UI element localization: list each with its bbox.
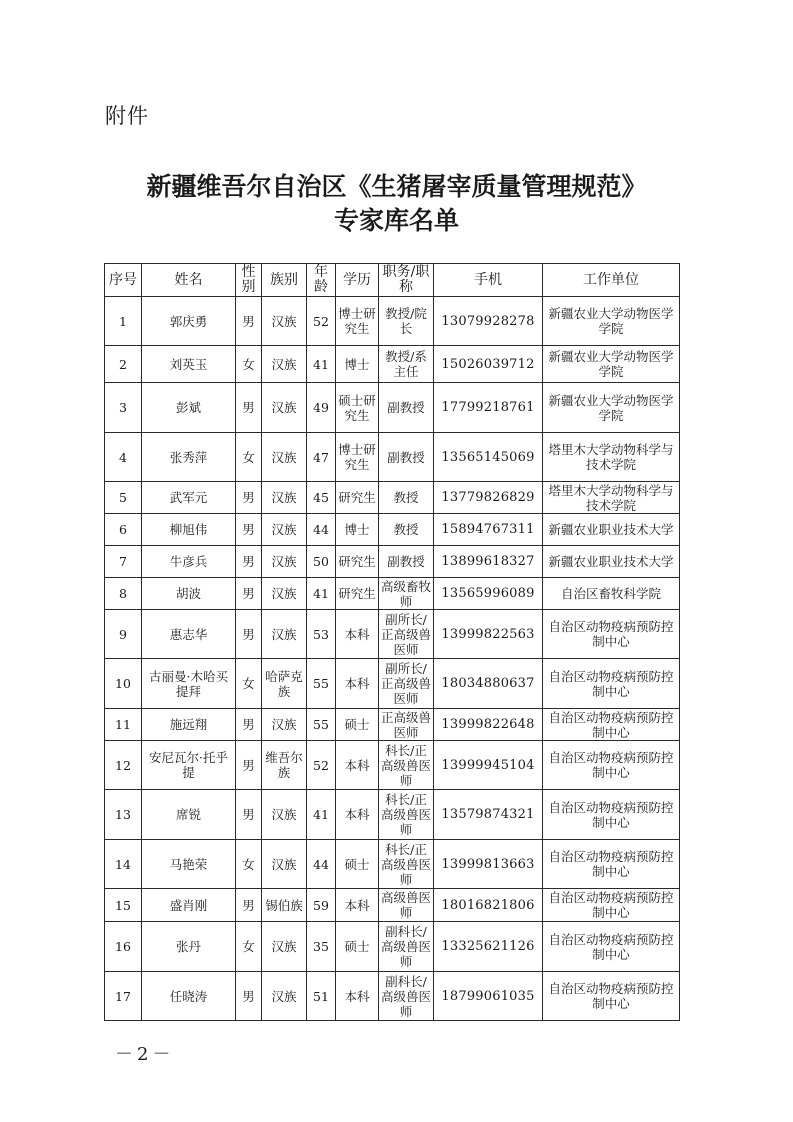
cell-name: 张丹 [142, 922, 236, 972]
cell-age: 44 [307, 840, 336, 889]
cell-education: 博士研究生 [336, 297, 379, 346]
cell-ethnicity: 汉族 [262, 346, 307, 383]
cell-employer: 自治区动物疫病预防控制中心 [543, 972, 680, 1021]
cell-phone: 13565145069 [434, 433, 543, 482]
cell-phone: 18016821806 [434, 889, 543, 922]
cell-name: 郭庆勇 [142, 297, 236, 346]
cell-position: 副科长/高级兽医师 [379, 922, 434, 972]
cell-name: 武军元 [142, 482, 236, 514]
cell-employer: 新疆农业大学动物医学学院 [543, 297, 680, 346]
cell-ethnicity: 维吾尔族 [262, 741, 307, 790]
cell-name: 安尼瓦尔·托乎提 [142, 741, 236, 790]
cell-index: 11 [105, 709, 142, 741]
cell-gender: 男 [236, 889, 262, 922]
cell-education: 本科 [336, 659, 379, 709]
table-row [105, 790, 680, 840]
header-gender: 性别 [236, 264, 262, 297]
cell-position: 教授 [379, 482, 434, 514]
cell-gender: 男 [236, 482, 262, 514]
table-row [105, 482, 680, 514]
cell-education: 博士研究生 [336, 433, 379, 482]
cell-index: 1 [105, 297, 142, 346]
header-age: 年龄 [307, 264, 336, 297]
cell-index: 13 [105, 790, 142, 840]
cell-gender: 男 [236, 578, 262, 610]
table-row [105, 709, 680, 741]
cell-age: 55 [307, 709, 336, 741]
table-row [105, 383, 680, 433]
document-title [80, 170, 713, 238]
attachment-label: 附件 [105, 104, 149, 128]
cell-index: 2 [105, 346, 142, 383]
cell-gender: 女 [236, 659, 262, 709]
header-position: 职务/职称 [379, 264, 434, 297]
cell-education: 博士 [336, 346, 379, 383]
table-row [105, 659, 680, 709]
cell-education: 研究生 [336, 546, 379, 578]
cell-phone: 13999945104 [434, 741, 543, 790]
cell-age: 51 [307, 972, 336, 1021]
cell-position: 副教授 [379, 383, 434, 433]
cell-education: 硕士 [336, 922, 379, 972]
table-row [105, 972, 680, 1021]
cell-gender: 男 [236, 297, 262, 346]
table-row [105, 546, 680, 578]
cell-age: 49 [307, 383, 336, 433]
cell-phone: 13079928278 [434, 297, 543, 346]
cell-position: 高级兽医师 [379, 889, 434, 922]
cell-gender: 男 [236, 383, 262, 433]
cell-gender: 男 [236, 972, 262, 1021]
cell-index: 12 [105, 741, 142, 790]
cell-index: 5 [105, 482, 142, 514]
cell-name: 席锐 [142, 790, 236, 840]
cell-ethnicity: 汉族 [262, 709, 307, 741]
cell-education: 本科 [336, 889, 379, 922]
cell-age: 52 [307, 297, 336, 346]
cell-position: 副所长/正高级兽医师 [379, 610, 434, 659]
cell-ethnicity: 汉族 [262, 482, 307, 514]
header-education: 学历 [336, 264, 379, 297]
cell-employer: 新疆农业职业技术大学 [543, 546, 680, 578]
cell-age: 50 [307, 546, 336, 578]
cell-index: 8 [105, 578, 142, 610]
cell-index: 7 [105, 546, 142, 578]
cell-phone: 15894767311 [434, 514, 543, 546]
cell-position: 教授 [379, 514, 434, 546]
cell-employer: 自治区动物疫病预防控制中心 [543, 659, 680, 709]
cell-name: 张秀萍 [142, 433, 236, 482]
cell-ethnicity: 汉族 [262, 840, 307, 889]
cell-education: 本科 [336, 790, 379, 840]
cell-position: 副教授 [379, 433, 434, 482]
table-row [105, 610, 680, 659]
cell-position: 正高级兽医师 [379, 709, 434, 741]
cell-ethnicity: 汉族 [262, 546, 307, 578]
cell-age: 59 [307, 889, 336, 922]
cell-position: 高级畜牧师 [379, 578, 434, 610]
cell-ethnicity: 汉族 [262, 383, 307, 433]
title-line-1: 新疆维吾尔自治区《生猪屠宰质量管理规范》 [146, 172, 647, 201]
title-line-2: 专家库名单 [333, 206, 459, 235]
table-row [105, 922, 680, 972]
cell-position: 科长/正高级兽医师 [379, 790, 434, 840]
cell-age: 53 [307, 610, 336, 659]
cell-index: 14 [105, 840, 142, 889]
cell-phone: 13999813663 [434, 840, 543, 889]
cell-phone: 18799061035 [434, 972, 543, 1021]
cell-phone: 13779826829 [434, 482, 543, 514]
cell-name: 柳旭伟 [142, 514, 236, 546]
cell-employer: 塔里木大学动物科学与技术学院 [543, 482, 680, 514]
cell-gender: 男 [236, 790, 262, 840]
cell-ethnicity: 汉族 [262, 790, 307, 840]
cell-employer: 新疆农业职业技术大学 [543, 514, 680, 546]
header-employer: 工作单位 [543, 264, 680, 297]
cell-employer: 新疆农业大学动物医学学院 [543, 383, 680, 433]
cell-position: 教授/院长 [379, 297, 434, 346]
expert-table [104, 263, 680, 1021]
cell-education: 博士 [336, 514, 379, 546]
table-row [105, 297, 680, 346]
cell-phone: 17799218761 [434, 383, 543, 433]
cell-phone: 15026039712 [434, 346, 543, 383]
cell-index: 15 [105, 889, 142, 922]
cell-gender: 男 [236, 709, 262, 741]
cell-gender: 男 [236, 741, 262, 790]
cell-gender: 女 [236, 433, 262, 482]
cell-education: 硕士 [336, 709, 379, 741]
table-row [105, 741, 680, 790]
header-index: 序号 [105, 264, 142, 297]
cell-education: 硕士 [336, 840, 379, 889]
cell-ethnicity: 汉族 [262, 433, 307, 482]
cell-age: 55 [307, 659, 336, 709]
cell-ethnicity: 汉族 [262, 578, 307, 610]
table-row [105, 346, 680, 383]
cell-position: 副教授 [379, 546, 434, 578]
cell-employer: 自治区动物疫病预防控制中心 [543, 840, 680, 889]
cell-name: 刘英玉 [142, 346, 236, 383]
cell-position: 科长/正高级兽医师 [379, 840, 434, 889]
cell-employer: 自治区动物疫病预防控制中心 [543, 889, 680, 922]
cell-employer: 自治区动物疫病预防控制中心 [543, 709, 680, 741]
cell-ethnicity: 汉族 [262, 972, 307, 1021]
cell-index: 6 [105, 514, 142, 546]
header-ethnicity: 族别 [262, 264, 307, 297]
cell-name: 惠志华 [142, 610, 236, 659]
cell-age: 45 [307, 482, 336, 514]
cell-gender: 男 [236, 514, 262, 546]
cell-name: 彭斌 [142, 383, 236, 433]
cell-phone: 13325621126 [434, 922, 543, 972]
cell-position: 副所长/正高级兽医师 [379, 659, 434, 709]
cell-education: 研究生 [336, 482, 379, 514]
cell-position: 科长/正高级兽医师 [379, 741, 434, 790]
cell-name: 马艳荣 [142, 840, 236, 889]
cell-position: 副科长/高级兽医师 [379, 972, 434, 1021]
table-row [105, 514, 680, 546]
cell-phone: 13579874321 [434, 790, 543, 840]
table-row [105, 840, 680, 889]
cell-gender: 女 [236, 922, 262, 972]
cell-index: 3 [105, 383, 142, 433]
cell-phone: 13999822563 [434, 610, 543, 659]
cell-ethnicity: 哈萨克族 [262, 659, 307, 709]
cell-index: 17 [105, 972, 142, 1021]
cell-age: 41 [307, 790, 336, 840]
cell-gender: 男 [236, 610, 262, 659]
cell-education: 硕士研究生 [336, 383, 379, 433]
table-row [105, 889, 680, 922]
cell-education: 本科 [336, 741, 379, 790]
cell-employer: 自治区动物疫病预防控制中心 [543, 922, 680, 972]
cell-index: 9 [105, 610, 142, 659]
cell-age: 47 [307, 433, 336, 482]
cell-employer: 新疆农业大学动物医学学院 [543, 346, 680, 383]
cell-age: 52 [307, 741, 336, 790]
header-name: 姓名 [142, 264, 236, 297]
cell-phone: 13999822648 [434, 709, 543, 741]
page-number: －2－ [115, 1044, 175, 1065]
table-header-row [105, 264, 680, 297]
cell-education: 本科 [336, 610, 379, 659]
cell-index: 16 [105, 922, 142, 972]
cell-age: 44 [307, 514, 336, 546]
cell-phone: 13899618327 [434, 546, 543, 578]
cell-education: 本科 [336, 972, 379, 1021]
cell-phone: 13565996089 [434, 578, 543, 610]
cell-position: 教授/系主任 [379, 346, 434, 383]
cell-age: 35 [307, 922, 336, 972]
cell-name: 胡波 [142, 578, 236, 610]
cell-ethnicity: 汉族 [262, 297, 307, 346]
table-row [105, 578, 680, 610]
cell-index: 10 [105, 659, 142, 709]
cell-employer: 自治区动物疫病预防控制中心 [543, 610, 680, 659]
cell-gender: 男 [236, 546, 262, 578]
cell-gender: 女 [236, 840, 262, 889]
cell-index: 4 [105, 433, 142, 482]
cell-employer: 自治区畜牧科学院 [543, 578, 680, 610]
cell-name: 盛肖刚 [142, 889, 236, 922]
cell-employer: 自治区动物疫病预防控制中心 [543, 790, 680, 840]
cell-gender: 女 [236, 346, 262, 383]
cell-education: 研究生 [336, 578, 379, 610]
cell-name: 任晓涛 [142, 972, 236, 1021]
cell-ethnicity: 汉族 [262, 610, 307, 659]
cell-age: 41 [307, 346, 336, 383]
cell-name: 牛彦兵 [142, 546, 236, 578]
header-phone: 手机 [434, 264, 543, 297]
cell-employer: 塔里木大学动物科学与技术学院 [543, 433, 680, 482]
cell-ethnicity: 汉族 [262, 922, 307, 972]
cell-age: 41 [307, 578, 336, 610]
cell-ethnicity: 汉族 [262, 514, 307, 546]
cell-name: 古丽曼·木哈买提拜 [142, 659, 236, 709]
cell-phone: 18034880637 [434, 659, 543, 709]
cell-employer: 自治区动物疫病预防控制中心 [543, 741, 680, 790]
cell-name: 施远翔 [142, 709, 236, 741]
cell-ethnicity: 锡伯族 [262, 889, 307, 922]
table-row [105, 433, 680, 482]
